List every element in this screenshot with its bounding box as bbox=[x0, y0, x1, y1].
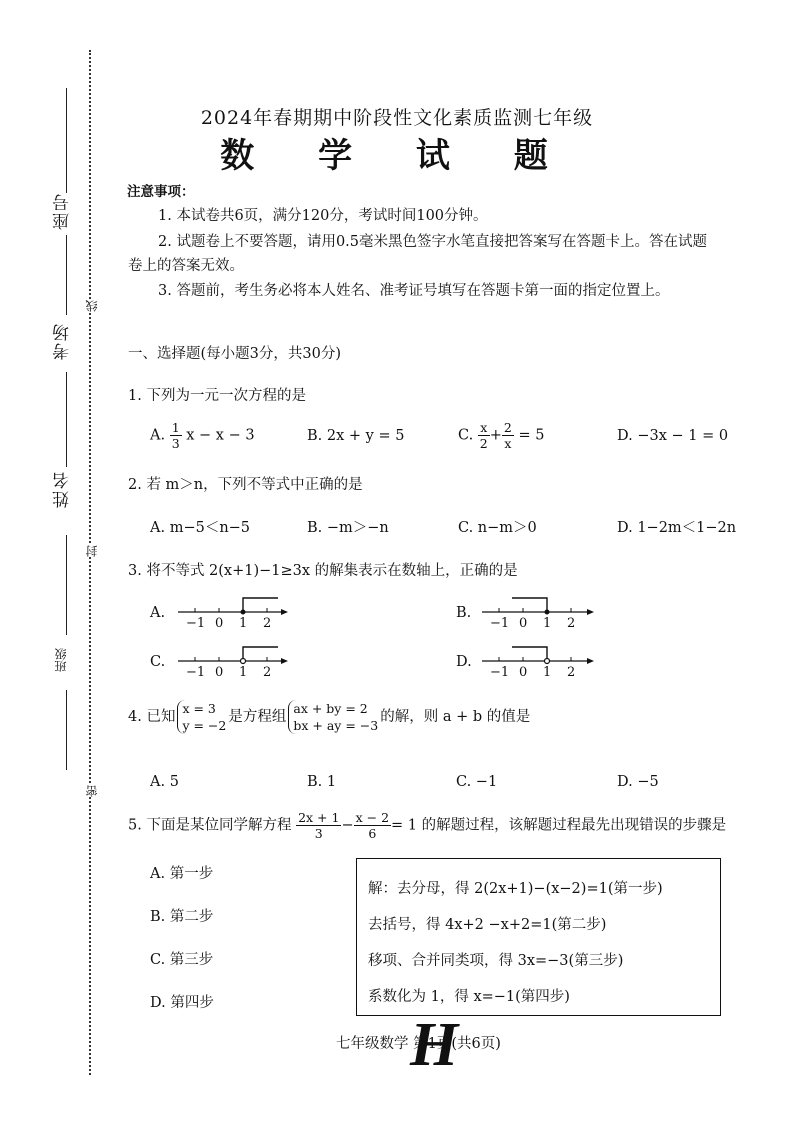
nl-b-tick-neg1: −1 bbox=[490, 616, 510, 631]
page-footer: 七年级数学 第1页(共6页) bbox=[336, 1036, 501, 1052]
q4-stem: 4. 已知 x = 3 y = −2 是方程组 ax + by = 2 bx + ay = −3 的解，则 a + b 的值是 bbox=[128, 701, 531, 733]
solution-step-1: 解：去分母，得 2(2x+1)−(x−2)=1(第一步) bbox=[368, 881, 663, 897]
exam-subtitle: 2024年春期期中阶段性文化素质监测七年级 bbox=[200, 107, 594, 129]
room-label: 考场 bbox=[53, 322, 73, 360]
q1-option-a: A. $\frac{1}{3}$ x − x − 3 bbox=[150, 420, 255, 451]
q4-option-d: D. −5 bbox=[617, 774, 659, 790]
number-line-c bbox=[178, 647, 288, 664]
q4-option-c: C. −1 bbox=[456, 774, 498, 790]
q1-option-c: C. $\frac{x}{2}$ + $\frac{2}{x}$ = 5 bbox=[458, 420, 545, 451]
q2-option-a: A. m−5＜n−5 bbox=[150, 520, 251, 536]
q3-option-a-label: A. bbox=[150, 605, 166, 621]
name-label: 姓名 bbox=[53, 470, 73, 508]
notes-heading: 注意事项： bbox=[127, 184, 195, 200]
note-2-cont: 卷上的答案无效。 bbox=[128, 258, 244, 274]
nl-d-tick-neg1: −1 bbox=[490, 665, 510, 680]
q5-option-d: D. 第四步 bbox=[150, 995, 214, 1011]
q3-option-d-label: D. bbox=[456, 654, 472, 670]
nl-c-tick-0: 0 bbox=[215, 665, 224, 680]
note-2: 2. 试题卷上不要答题，请用0.5毫米黑色签字水笔直接把答案写在答题卡上。答在试题 bbox=[158, 234, 708, 250]
q5-option-b: B. 第二步 bbox=[150, 909, 214, 925]
nl-b-tick-0: 0 bbox=[519, 616, 528, 631]
solution-step-2: 去括号，得 4x+2 −x+2=1(第二步) bbox=[368, 917, 607, 933]
nl-d-tick-1: 1 bbox=[543, 665, 552, 680]
nl-d-tick-2: 2 bbox=[567, 665, 576, 680]
number-line-d bbox=[482, 647, 594, 664]
q4-option-a: A. 5 bbox=[150, 774, 179, 790]
nl-a-tick-2: 2 bbox=[263, 616, 272, 631]
nl-a-tick-0: 0 bbox=[215, 616, 224, 631]
nl-d-tick-0: 0 bbox=[519, 665, 528, 680]
solution-step-3: 移项、合并同类项，得 3x=−3(第三步) bbox=[368, 953, 624, 969]
q3-option-c-label: C. bbox=[150, 654, 166, 670]
exam-title: 数 学 试 题 bbox=[220, 136, 574, 176]
q3-option-b-label: B. bbox=[456, 605, 472, 621]
q2-option-c: C. n−m＞0 bbox=[458, 520, 537, 536]
nl-c-tick-neg1: −1 bbox=[186, 665, 206, 680]
class-label: 班级 bbox=[54, 648, 68, 672]
q2-option-d: D. 1−2m＜1−2n bbox=[617, 520, 737, 536]
note-1: 1. 本试卷共6页，满分120分，考试时间100分钟。 bbox=[158, 208, 488, 224]
q4-option-b: B. 1 bbox=[307, 774, 337, 790]
solution-step-4: 系数化为 1，得 x=−1(第四步) bbox=[368, 989, 570, 1005]
number-line-a bbox=[178, 598, 288, 615]
q1-stem: 1. 下列为一元一次方程的是 bbox=[128, 388, 306, 404]
note-3: 3. 答题前，考生务必将本人姓名、准考证号填写在答题卡第一面的指定位置上。 bbox=[158, 283, 670, 299]
q1-option-d: D. −3x − 1 = 0 bbox=[617, 428, 729, 444]
seal-marker: 封 bbox=[85, 545, 99, 557]
nl-b-tick-1: 1 bbox=[543, 616, 552, 631]
q2-option-b: B. −m＞−n bbox=[307, 520, 389, 536]
line-marker: 线 bbox=[85, 300, 99, 312]
nl-c-tick-1: 1 bbox=[239, 665, 248, 680]
q2-stem: 2. 若 m＞n，下列不等式中正确的是 bbox=[128, 477, 363, 493]
q1-option-b: B. 2x + y = 5 bbox=[307, 428, 405, 444]
secret-marker: 密 bbox=[85, 785, 99, 797]
nl-a-tick-1: 1 bbox=[239, 616, 248, 631]
nl-c-tick-2: 2 bbox=[263, 665, 272, 680]
nl-a-tick-neg1: −1 bbox=[186, 616, 206, 631]
paper-version-mark: H bbox=[410, 1011, 459, 1079]
q5-option-a: A. 第一步 bbox=[150, 866, 214, 882]
seat-label: 座号 bbox=[53, 192, 73, 230]
q5-stem: 5. 下面是某位同学解方程 $\frac{2x + 1}{3}$ − $\frac{x - 2}{6}$ = 1 的解题过程，该解题过程最先出现错误的步骤是 bbox=[128, 810, 727, 841]
q3-stem: 3. 将不等式 2(x+1)−1≥3x 的解集表示在数轴上，正确的是 bbox=[128, 563, 518, 579]
number-line-b bbox=[482, 598, 594, 615]
q5-option-c: C. 第三步 bbox=[150, 952, 214, 968]
nl-b-tick-2: 2 bbox=[567, 616, 576, 631]
section-heading: 一、选择题(每小题3分，共30分) bbox=[128, 346, 341, 362]
